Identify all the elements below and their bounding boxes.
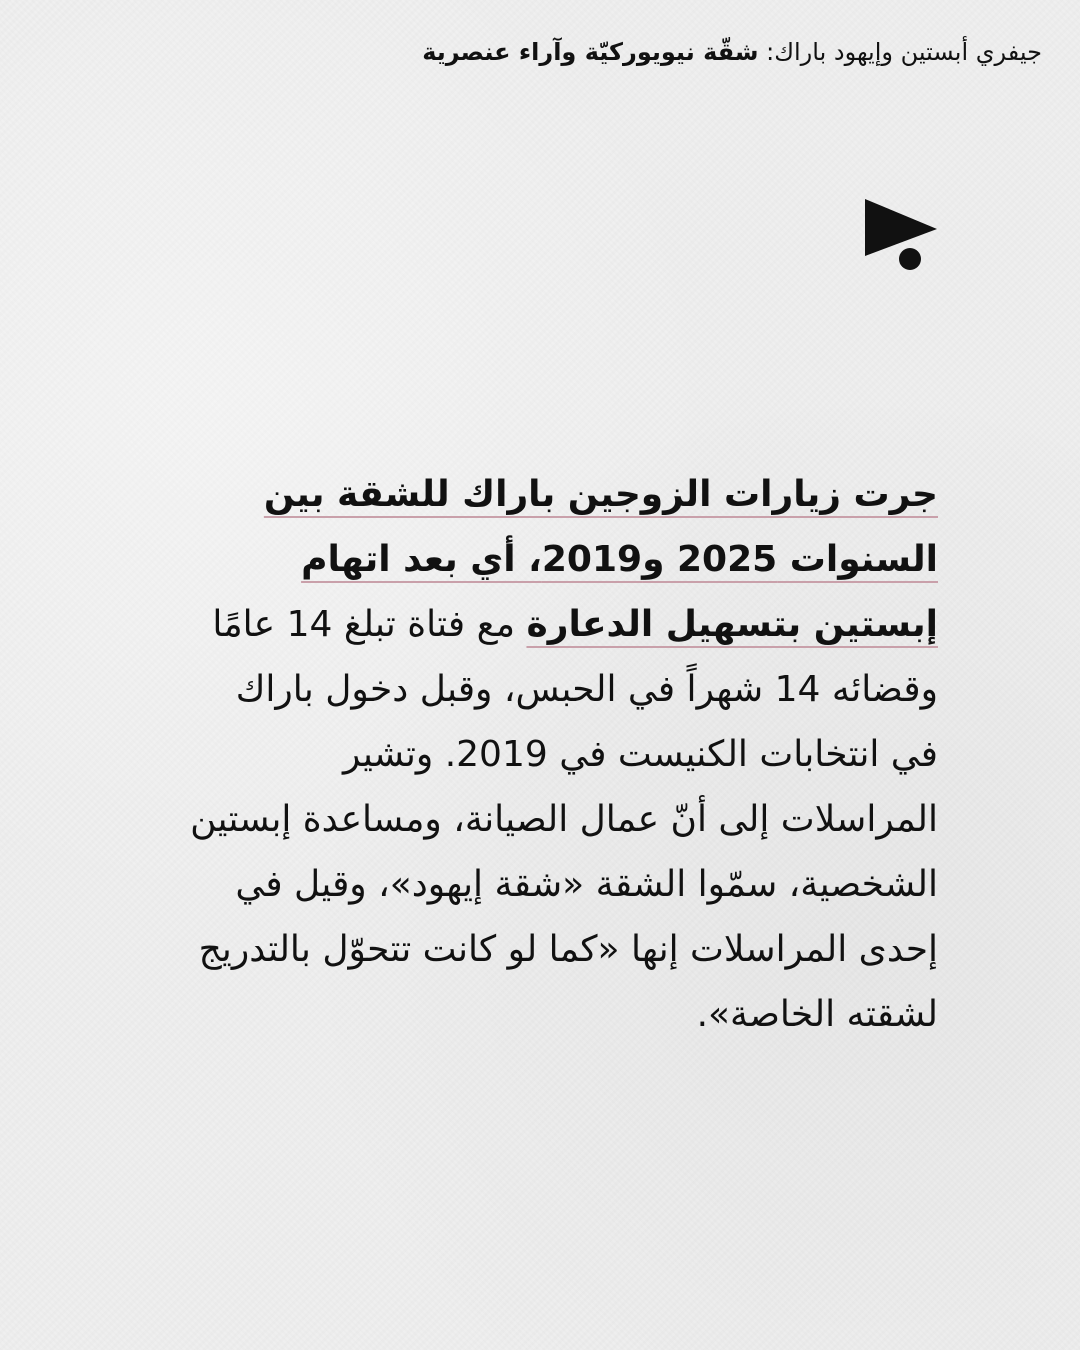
flag-dot-logo-icon: [862, 196, 940, 276]
series-title: جيفري أبستين وإيهود باراك:: [758, 38, 1042, 66]
article-body: [178, 462, 938, 1047]
article-headline: شقّة نيويوركيّة وآراء عنصرية: [422, 38, 759, 66]
highlighted-sentence: جرت زيارات الزوجين باراك للشقة بين السنوات 2025 و2019، أي بعد اتهام إبستين بتسهيل الدعارة: [263, 474, 938, 645]
body-text: مع فتاة تبلغ 14 عامًا وقضائه 14 شهراً في الحبس، وقبل دخول باراك في انتخابات الكنيست في 2019. وتشير المراسلات إلى أنّ عمال الصيانة، ومساعدة إبستين الشخصية، سمّوا الشقة «شقة إيهود»، وقيل في إحدى المراسلات إنها «كما لو كانت تتحوّل بالتدريج لشقته الخاصة».: [190, 604, 938, 1035]
page-header: [422, 38, 1042, 67]
